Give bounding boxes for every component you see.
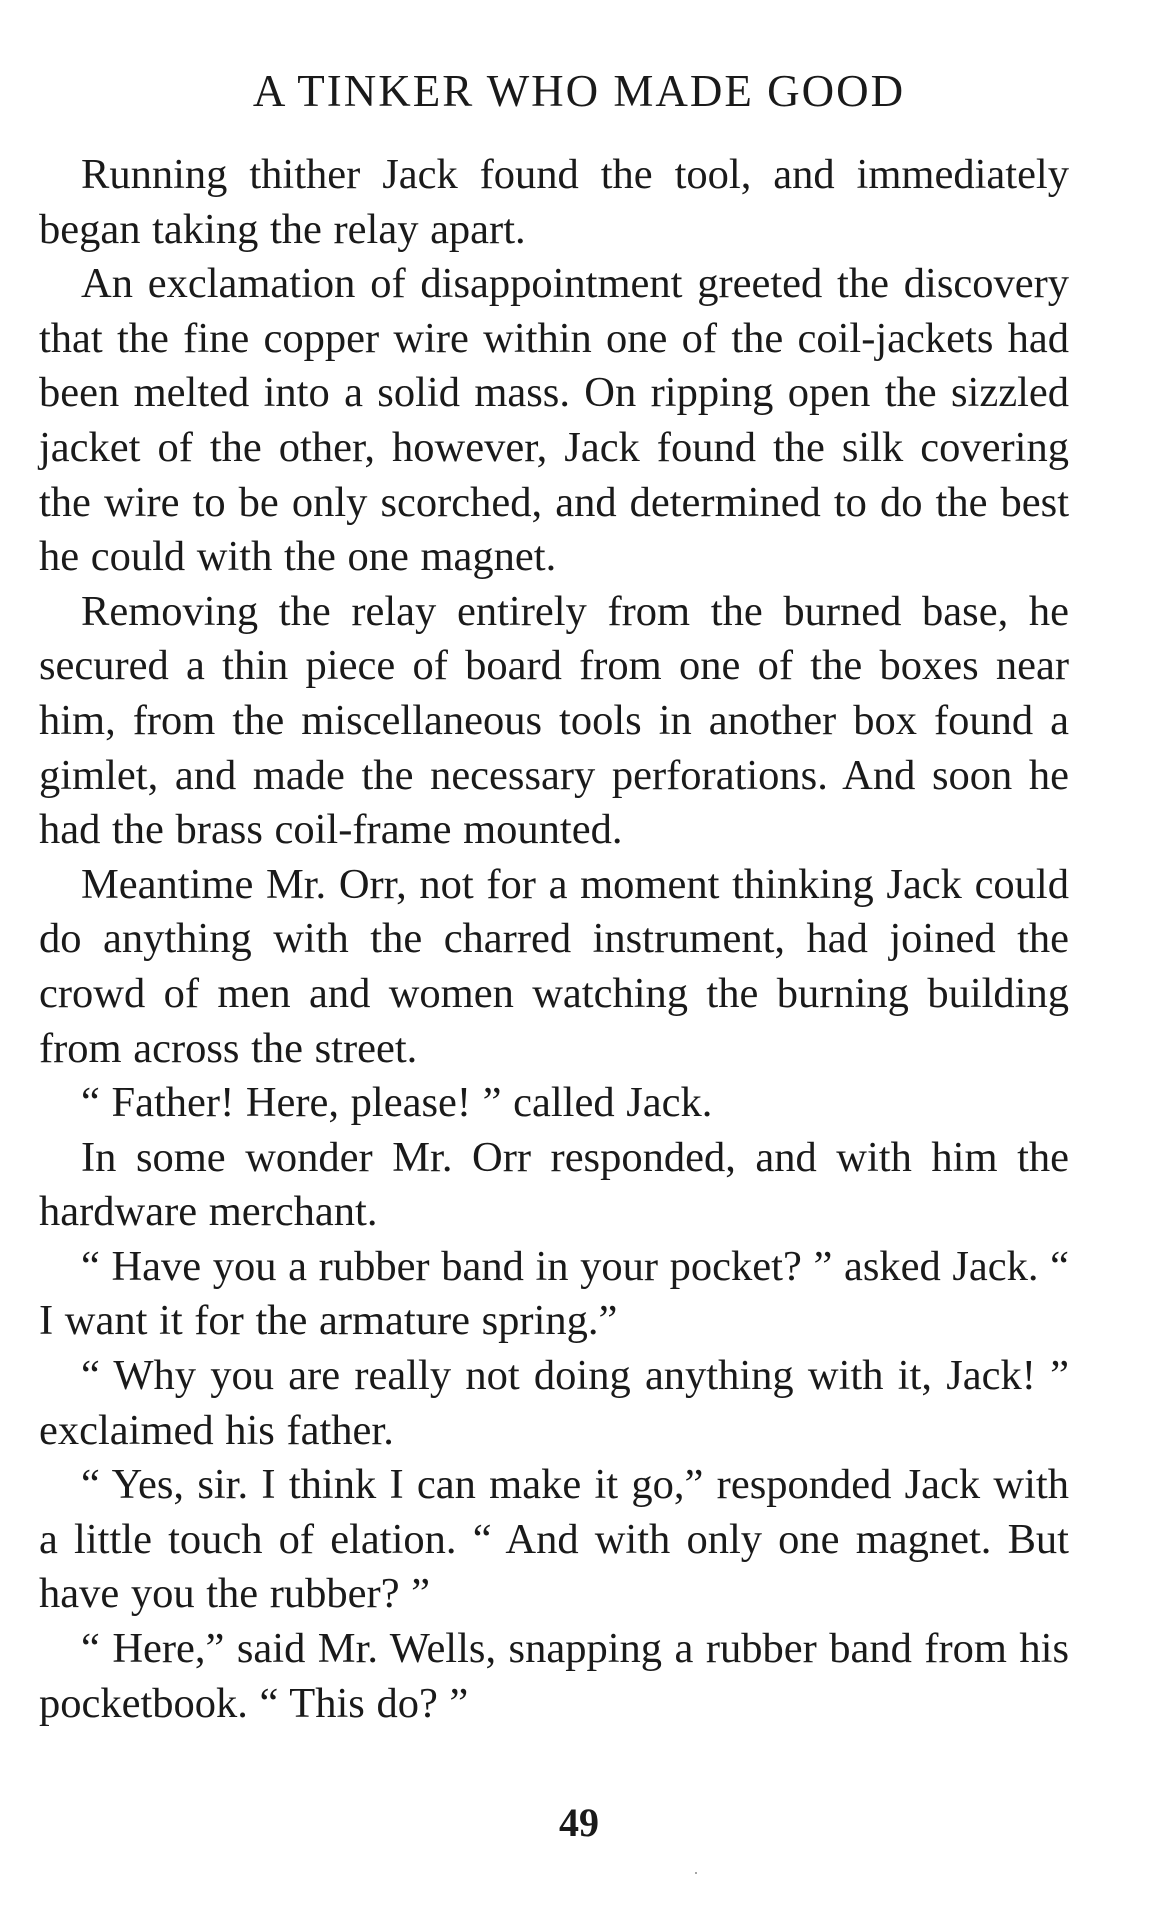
paragraph: Meantime Mr. Orr, not for a moment thinking Jack could do anything with the charred instrument, had joined the crowd of men and women watching the burning building from across the street. (39, 860, 1069, 1072)
paragraph: An exclamation of disappointment greeted the discovery that the fine copper wire within one of the coil-jackets had been melted into a solid mass. On ripping open the sizzled jacket of the other, however, Jack found the silk covering the wire to be only scorched, and determined to do the best he could with the one magnet. (39, 260, 1069, 581)
page-number: 49 (559, 1800, 599, 1845)
paragraph: “ Why you are really not doing anything with it, Jack! ” exclaimed his father. (39, 1352, 1069, 1454)
paragraph: In some wonder Mr. Orr responded, and with him the hardware merchant. (39, 1133, 1069, 1236)
print-speck (695, 1872, 697, 1874)
paragraph: “ Father! Here, please! ” called Jack. (81, 1079, 713, 1127)
body-text (39, 148, 1069, 1731)
running-head: A TINKER WHO MADE GOOD (252, 66, 906, 116)
paragraph: “ Here,” said Mr. Wells, snapping a rubber band from his pocketbook. “ This do? ” (39, 1625, 1069, 1727)
paragraph: Removing the relay entirely from the burned base, he secured a thin piece of board from one of the boxes near him, from the miscellaneous tools in another box found a gimlet, and made the necessary perforations. And soon he had the brass coil-frame mounted. (39, 587, 1069, 854)
paragraph: Running thither Jack found the tool, and immediately began taking the relay apart. (39, 151, 1069, 253)
paragraph: “ Have you a rubber band in your pocket? ” asked Jack. “ I want it for the armature spring.” (39, 1242, 1069, 1345)
paragraph: “ Yes, sir. I think I can make it go,” responded Jack with a little touch of elation. “ And with only one magnet. But have you the rubber? ” (39, 1461, 1069, 1618)
